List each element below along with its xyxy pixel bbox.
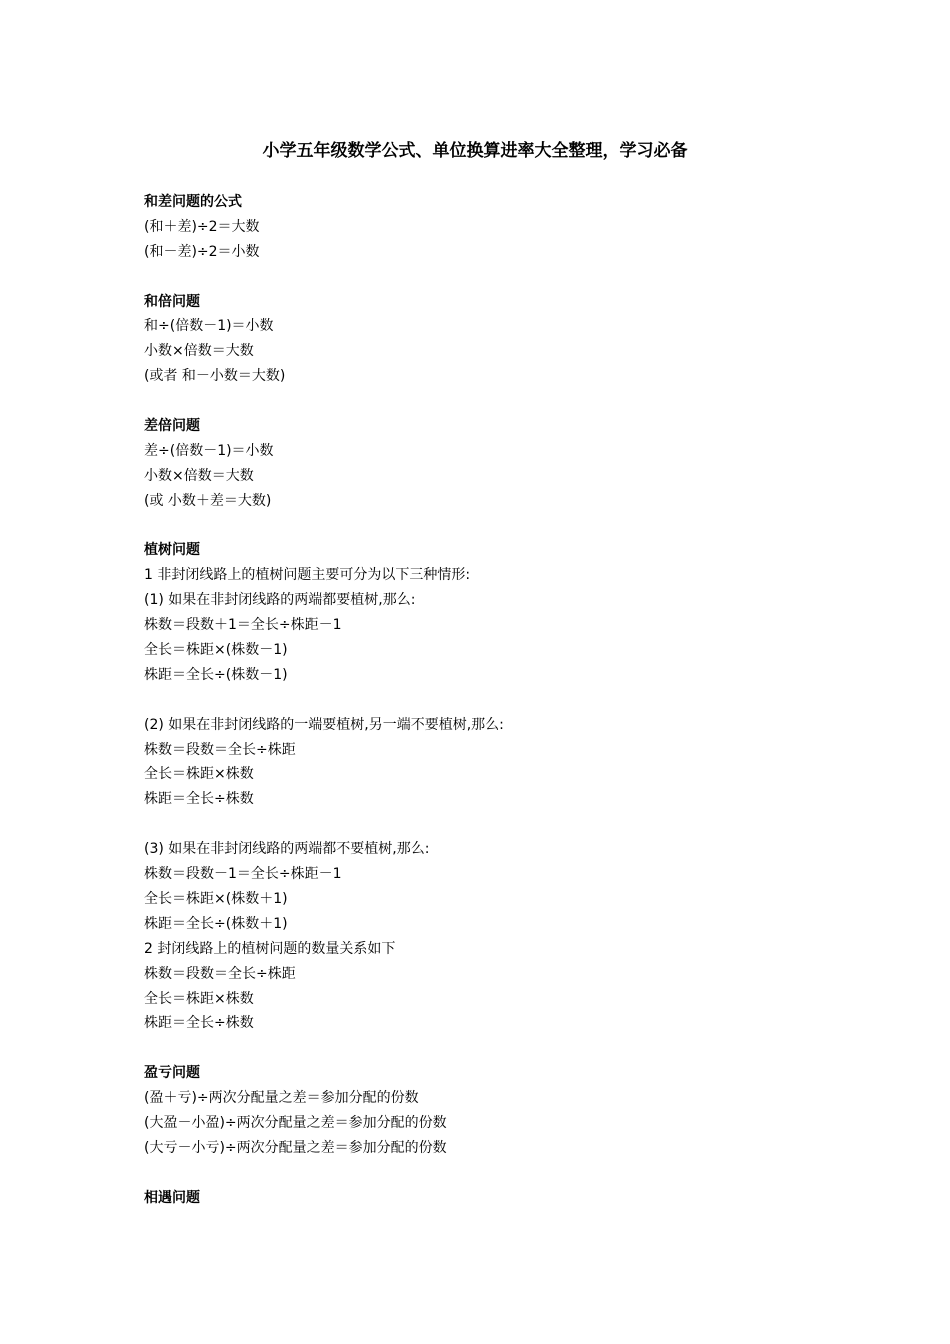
section-heading: 盈亏问题 <box>144 1065 200 1082</box>
formula-line: 株数＝段数＝全长÷株距 <box>144 741 296 758</box>
blank-line <box>144 812 844 837</box>
formula-line: (3) 如果在非封闭线路的两端都不要植树,那么: <box>144 841 430 858</box>
formula-line: 株距＝全长÷株数 <box>144 1015 254 1032</box>
formula-line: 株距＝全长÷株数 <box>144 791 254 808</box>
formula-line: (1) 如果在非封闭线路的两端都要植树,那么: <box>144 592 416 609</box>
formula-line: 小数×倍数＝大数 <box>144 467 254 484</box>
formula-line: 1 非封闭线路上的植树问题主要可分为以下三种情形: <box>144 567 471 584</box>
formula-line: 差÷(倍数－1)＝小数 <box>144 442 274 459</box>
formula-line: 全长＝株距×株数 <box>144 990 254 1007</box>
section-heading: 差倍问题 <box>144 418 200 435</box>
formula-line: 株距＝全长÷(株数－1) <box>144 666 288 683</box>
formula-line: 和÷(倍数－1)＝小数 <box>144 318 274 335</box>
formula-line: (或 小数＋差＝大数) <box>144 492 272 509</box>
blank-line <box>144 1036 844 1061</box>
formula-line: 小数×倍数＝大数 <box>144 343 254 360</box>
formula-line: (和＋差)÷2＝大数 <box>144 218 260 235</box>
formula-line: 株距＝全长÷(株数＋1) <box>144 915 288 932</box>
formula-line: (或者 和－小数＝大数) <box>144 368 286 385</box>
blank-line <box>144 1161 844 1186</box>
blank-line <box>144 688 844 713</box>
formula-line: 2 封闭线路上的植树问题的数量关系如下 <box>144 940 396 957</box>
formula-line: 株数＝段数－1＝全长÷株距－1 <box>144 866 342 883</box>
formula-line: 株数＝段数＋1＝全长÷株距－1 <box>144 617 342 634</box>
formula-line: 株数＝段数＝全长÷株距 <box>144 965 296 982</box>
formula-line: (和－差)÷2＝小数 <box>144 243 260 260</box>
document-body <box>144 190 844 1211</box>
section-heading: 和倍问题 <box>144 293 200 310</box>
formula-line: (大盈－小盈)÷两次分配量之差＝参加分配的份数 <box>144 1114 447 1131</box>
blank-line <box>144 389 844 414</box>
formula-line: 全长＝株距×(株数＋1) <box>144 890 288 907</box>
section-heading: 植树问题 <box>144 542 200 559</box>
blank-line <box>144 265 844 290</box>
section-heading: 和差问题的公式 <box>144 194 242 210</box>
section-heading: 相遇问题 <box>144 1189 200 1206</box>
formula-line: (2) 如果在非封闭线路的一端要植树,另一端不要植树,那么: <box>144 716 504 733</box>
document-title: 小学五年级数学公式、单位换算进率大全整理，学习必备 <box>262 141 688 161</box>
formula-line: 全长＝株距×株数 <box>144 766 254 783</box>
formula-line: 全长＝株距×(株数－1) <box>144 642 288 659</box>
formula-line: (大亏－小亏)÷两次分配量之差＝参加分配的份数 <box>144 1139 447 1156</box>
blank-line <box>144 514 844 539</box>
formula-line: (盈＋亏)÷两次分配量之差＝参加分配的份数 <box>144 1090 419 1107</box>
